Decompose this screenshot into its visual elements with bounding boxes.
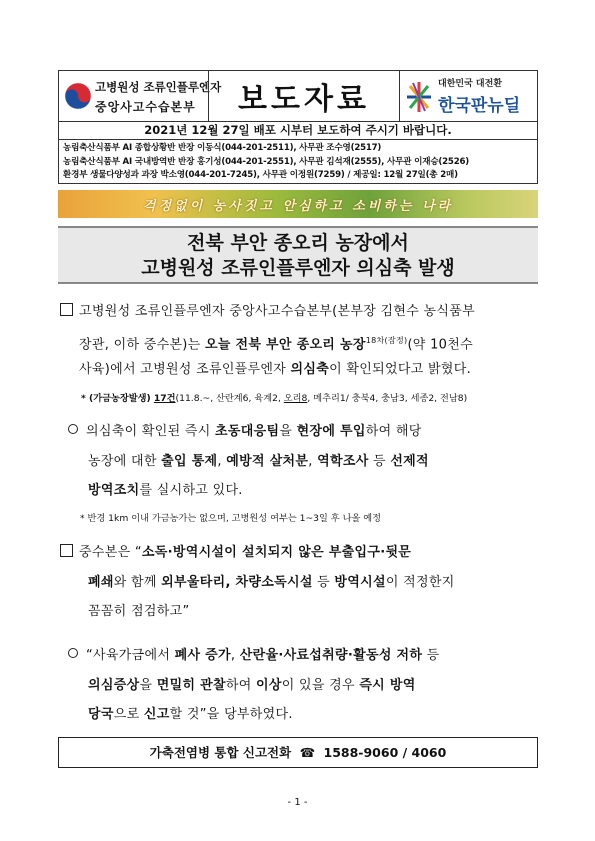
new-deal-logo-icon — [404, 80, 434, 114]
release-embargo-line: 2021년 12월 27일 배포 시부터 보도하여 주시기 바랍니다. — [58, 122, 538, 140]
para3-line1: 중수본은 “소독·방역시설이 설치되지 않은 부출입구·뒷문 — [60, 538, 411, 567]
para1-line2: 장관, 이하 중수본)는 오늘 전북 부안 종오리 농장$^{18차(잠정)}$(약 10천수 — [79, 336, 473, 353]
korean-new-deal-logo-box — [400, 70, 538, 122]
headline-box — [58, 226, 538, 284]
contact-line: 농림축산식품부 AI 국내방역반 반장 홍기성(044-201-2551), 사무관 김석재(2555), 사무관 이재승(2526) — [63, 156, 469, 167]
note-radius: * 반경 1km 이내 가금농가는 없으며, 고병원성 여부는 1~3일 후 나올 예정 — [80, 513, 382, 524]
hq-name-line2: 중앙사고수습본부 — [95, 100, 196, 114]
headline-line2: 고병원성 조류인플루엔자 의심축 발생 — [141, 257, 455, 279]
para4-line1: “사육가금에서 폐사 증가, 산란율·사료섭취량·활동성 저하 등 — [68, 641, 440, 670]
para1-line3: 사육)에서 고병원성 조류인플루엔자 의심축이 확인되었다고 밝혔다. — [79, 362, 472, 377]
report-hotline-box — [58, 737, 538, 768]
hotline-number: 1588-9060 / 4060 — [323, 745, 447, 760]
phone-icon: ☎ — [299, 745, 316, 760]
circle-bullet-icon — [68, 424, 78, 434]
slogan-text: 걱정없이 농사짓고 안심하고 소비하는 나라 — [142, 198, 454, 214]
square-bullet-icon — [60, 303, 73, 316]
para2-line3: 방역조치를 실시하고 있다. — [88, 483, 243, 498]
press-release-title: 보도자료 — [238, 82, 370, 117]
slogan-banner — [58, 190, 538, 218]
taegeuk-emblem-icon — [64, 82, 92, 110]
contact-line: 농림축산식품부 AI 종합상황반 반장 이동식(044-201-2511), 사무관 조수영(2517) — [63, 143, 382, 153]
para4-line2: 의심증상을 면밀히 관찰하여 이상이 있을 경우 즉시 방역 — [88, 678, 416, 693]
para2-line1: 의심축이 확인된 즉시 초동대응팀을 현장에 투입하여 해당 — [68, 417, 422, 446]
para2-line2: 농장에 대한 출입 통제, 예방적 살처분, 역학조사 등 선제적 — [88, 454, 429, 469]
contacts-box — [58, 140, 538, 184]
press-release-title-box — [208, 70, 400, 122]
headline-line1: 전북 부안 종오리 농장에서 — [187, 232, 409, 254]
circle-bullet-icon — [68, 648, 78, 658]
square-bullet-icon — [60, 544, 73, 557]
note-poultry-farm-cases: * (가금농장발생) 17건(11.8.~, 산란계6, 육계2, 오리8, 메추리1/ 충북4, 충남3, 세종2, 전남8) — [81, 393, 468, 404]
ministry-logo-box — [58, 70, 222, 122]
hotline-label: 가축전염병 통합 신고전화 — [149, 745, 292, 760]
contact-line: 환경부 생물다양성과 과장 박소영(044-201-7245), 사무관 이정원(7259) / 제공일: 12월 27일(총 2매) — [63, 170, 458, 180]
new-deal-tagline: 대한민국 대전환 — [438, 79, 502, 89]
page-number: - 1 - — [287, 797, 308, 808]
para4-line3: 당국으로 신고할 것”을 당부하였다. — [88, 707, 293, 722]
para3-line2: 폐쇄와 함께 외부울타리, 차량소독시설 등 방역시설이 적정한지 — [88, 575, 455, 590]
hq-name-line1: 고병원성 조류인플루엔자 — [95, 80, 222, 94]
para1-line1: 고병원성 조류인플루엔자 중앙사고수습본부(본부장 김현수 농식품부 — [60, 297, 475, 326]
para3-line3: 꼼꼼히 점검하고” — [88, 604, 190, 619]
new-deal-name: 한국판뉴딜 — [438, 96, 521, 116]
